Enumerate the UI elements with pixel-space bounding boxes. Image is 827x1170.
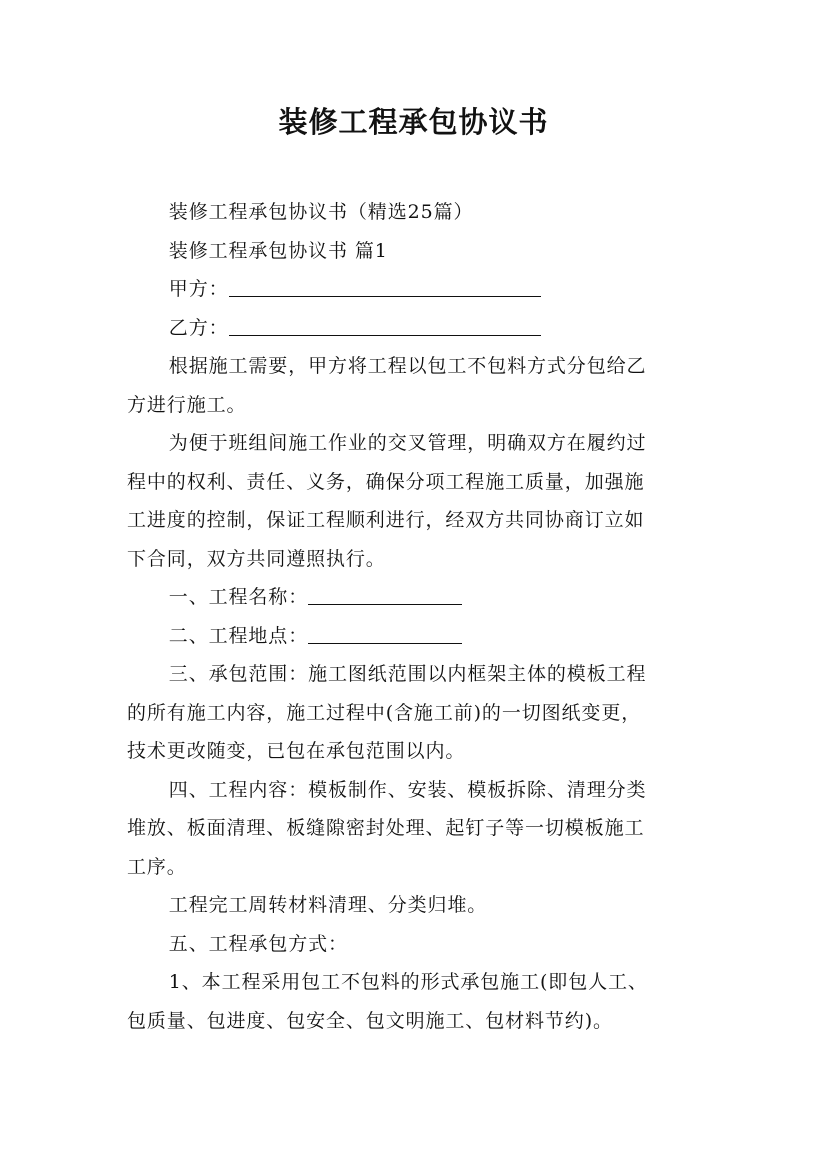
paragraph-1 (127, 347, 717, 424)
paragraph-line: 四、工程内容：模板制作、安装、模板拆除、清理分类 (168, 778, 647, 801)
section-heading (127, 232, 717, 271)
section-heading-text: 装修工程承包协议书 篇1 (168, 239, 388, 262)
paragraph-line: 堆放、板面清理、板缝隙密封处理、起钉子等一切模板施工 (127, 817, 645, 839)
paragraph-cleanup-text: 工程完工周转材料清理、分类归堆。 (168, 894, 488, 916)
party-b-label: 乙方： (168, 316, 229, 339)
paragraph-line: 三、承包范围：施工图纸范围以内框架主体的模板工程 (168, 663, 647, 685)
paragraph-line: 下合同，双方共同遵照执行。 (127, 547, 386, 570)
item-2-label: 二、工程地点： (168, 624, 309, 647)
item-1-project-name (127, 578, 717, 617)
subtitle (127, 193, 717, 232)
item-2-project-location (127, 617, 717, 656)
party-b-line (127, 309, 717, 348)
party-b-blank (229, 315, 541, 336)
party-a-line (127, 270, 717, 309)
party-a-label: 甲方： (168, 278, 229, 300)
paragraph-line: 方进行施工。 (127, 393, 247, 416)
project-location-blank (308, 623, 462, 644)
paragraph-line: 程中的权利、责任、义务，确保分项工程施工质量，加强施 (127, 470, 645, 493)
subtitle-text: 装修工程承包协议书（精选25篇） (168, 201, 474, 223)
document-body (127, 193, 717, 1040)
paragraph-line: 技术更改随变，已包在承包范围以内。 (127, 740, 466, 762)
paragraph-2 (127, 424, 717, 578)
item-5-method (127, 925, 717, 964)
paragraph-line: 1、本工程采用包工不包料的形式承包施工(即包人工、 (168, 971, 648, 993)
item-5-1 (127, 963, 717, 1040)
paragraph-cleanup (127, 886, 717, 925)
item-1-label: 一、工程名称： (168, 586, 309, 608)
document-title: 装修工程承包协议书 (278, 105, 549, 139)
paragraph-line: 根据施工需要，甲方将工程以包工不包料方式分包给乙 (168, 355, 647, 377)
project-name-blank (308, 584, 462, 605)
paragraph-line: 工进度的控制，保证工程顺利进行，经双方共同协商订立如 (127, 509, 645, 531)
paragraph-line: 为便于班组间施工作业的交叉管理，明确双方在履约过 (168, 432, 647, 454)
paragraph-line: 的所有施工内容，施工过程中(含施工前)的一切图纸变更， (127, 701, 642, 724)
paragraph-line: 包质量、包进度、包安全、包文明施工、包材料节约)。 (127, 1009, 613, 1032)
item-3-scope (127, 655, 717, 771)
paragraph-line: 工序。 (127, 855, 187, 878)
party-a-blank (229, 276, 541, 297)
item-4-content (127, 771, 717, 887)
item-5-label: 五、工程承包方式： (168, 932, 348, 955)
